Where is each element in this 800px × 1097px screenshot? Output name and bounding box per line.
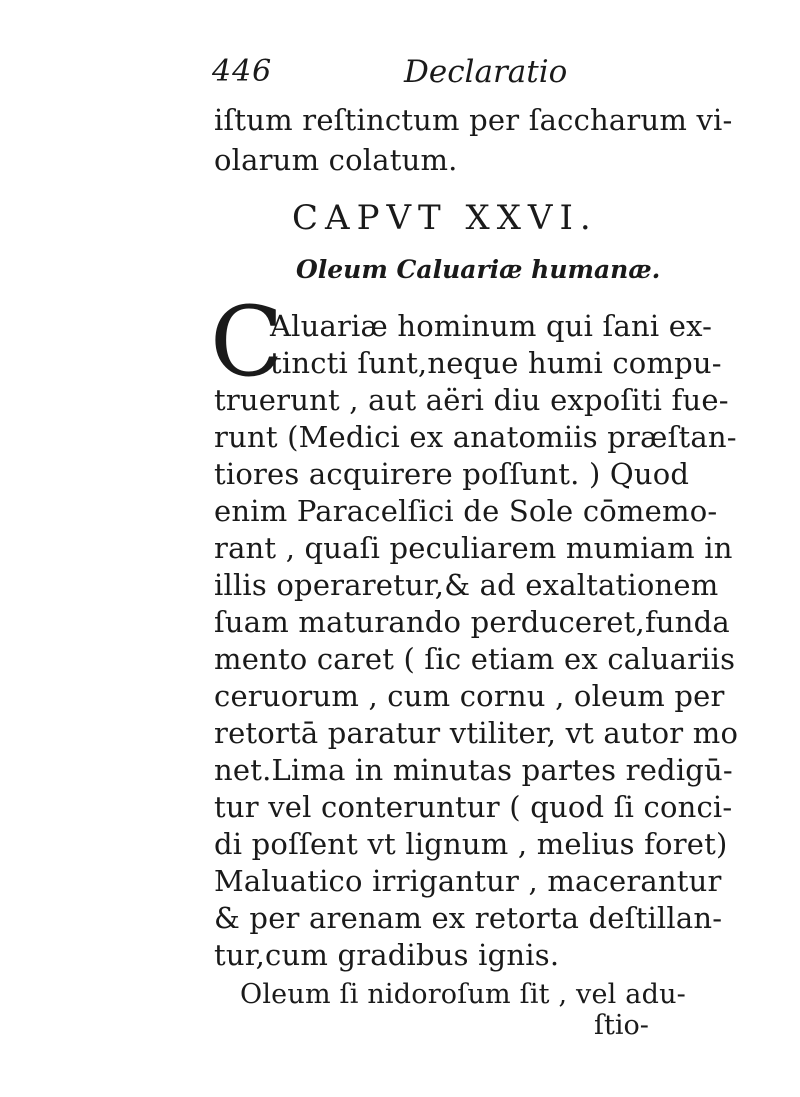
text-line: tur,cum gradibus ignis. (214, 938, 560, 972)
text-line: runt (Medici ex anatomiis præſtan- (214, 420, 737, 454)
text-line: retortā paratur vtiliter, vt autor mo (214, 716, 739, 750)
page-header (212, 50, 612, 98)
text-line: rant , quaſi peculiarem mumiam in (214, 531, 733, 565)
text-line: Oleum ſi nidoroſum ſit , vel adu- (240, 979, 686, 1010)
text-line: mento caret ( ſic etiam ex caluariis (214, 642, 736, 676)
text-line: Maluatico irrigantur , macerantur (214, 864, 722, 898)
chapter-subtitle: Oleum Caluariæ humanæ. (296, 255, 661, 284)
text-line: Aluariæ hominum qui ſani ex- (270, 309, 713, 343)
text-line: olarum colatum. (214, 143, 458, 177)
running-head: Declaratio (404, 54, 568, 90)
chapter-title: CAPVT XXVI. (292, 198, 598, 238)
page-number: 446 (212, 54, 273, 89)
text-line: ceruorum , cum cornu , oleum per (214, 679, 725, 713)
text-line: tiores acquirere poſſunt. ) Quod (214, 457, 690, 491)
text-line: di poſſent vt lignum , melius foret) (214, 827, 728, 861)
text-line: iſtum reſtinctum per ſaccharum vi- (214, 103, 733, 137)
drop-cap: C (210, 286, 284, 398)
text-line: & per arenam ex retorta deſtillan- (214, 901, 723, 935)
text-line: tur vel conteruntur ( quod ſi conci- (214, 790, 733, 824)
text-line: illis operaretur,& ad exaltationem (214, 568, 719, 602)
text-line: ſuam maturando perduceret,funda (214, 605, 730, 639)
text-line: net.Lima in minutas partes redigū- (214, 753, 733, 787)
text-line: truerunt , aut aëri diu expoſiti fue- (214, 383, 729, 417)
text-line: enim Paracelſici de Sole cōmemo- (214, 494, 718, 528)
text-line: tincti ſunt,neque humi compu- (270, 346, 722, 380)
catchword: ſtio- (594, 1010, 649, 1041)
